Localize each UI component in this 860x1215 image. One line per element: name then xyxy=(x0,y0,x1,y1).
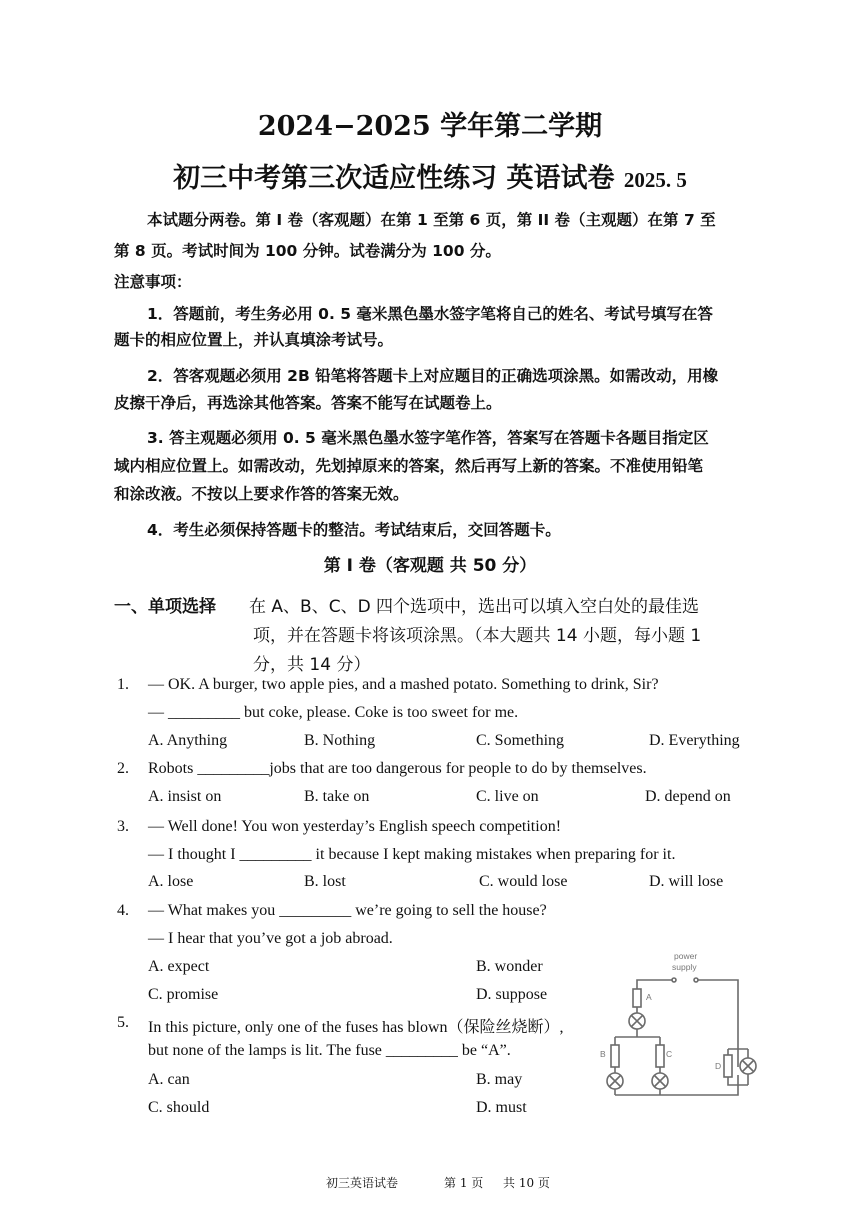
note-4-line-1: 4．考生必须保持答题卡的整洁。考试结束后，交回答题卡。 xyxy=(147,521,561,539)
notes-label: 注意事项： xyxy=(114,273,192,291)
option-d[interactable]: D. suppose xyxy=(476,986,548,1003)
option-a[interactable]: A. insist on xyxy=(148,788,222,805)
question-text: — _________ but coke, please. Coke is too sweet for me. xyxy=(148,704,519,721)
power-terminal xyxy=(694,978,698,982)
question-text: but none of the lamps is lit. The fuse _________ be “A”. xyxy=(148,1042,511,1059)
option-a[interactable]: A. Anything xyxy=(148,732,228,749)
year-title: 2024−2025 学年第二学期 xyxy=(257,111,603,142)
question-text: In this picture, only one of the fuses has blown（保险丝烧断）, xyxy=(148,1019,564,1036)
wire xyxy=(615,1075,738,1095)
option-d[interactable]: D. must xyxy=(476,1099,527,1116)
question-text: — Well done! You won yesterday’s English speech competition! xyxy=(148,818,562,835)
exam-title-text: 初三中考第三次适应性练习 英语试卷 xyxy=(173,163,615,194)
fuse-a xyxy=(633,989,641,1007)
option-d[interactable]: D. Everything xyxy=(649,732,740,749)
question-number: 3. xyxy=(117,818,129,835)
option-b[interactable]: B. lost xyxy=(304,873,346,890)
lamp-cross xyxy=(743,1061,754,1072)
option-a[interactable]: A. expect xyxy=(148,958,210,975)
section1-instruction-line-2: 项，并在答题卡将该项涂黑。（本大题共 14 小题，每小题 1 xyxy=(253,626,702,646)
option-d[interactable]: D. depend on xyxy=(645,788,731,805)
fuse-c xyxy=(656,1045,664,1067)
option-b[interactable]: B. take on xyxy=(304,788,370,805)
fuse-d xyxy=(724,1055,732,1077)
question-text: — I hear that you’ve got a job abroad. xyxy=(148,930,393,947)
option-b[interactable]: B. Nothing xyxy=(304,732,376,749)
footer-subject: 初三英语试卷 xyxy=(326,1176,399,1190)
question-text: — I thought I _________ it because I kept making mistakes when preparing for it. xyxy=(148,846,676,863)
power-label-1: power xyxy=(674,951,698,961)
note-3-line-3: 和涂改液。不按以上要求作答的答案无效。 xyxy=(114,485,409,503)
option-c[interactable]: C. should xyxy=(148,1099,210,1116)
note-3-line-1: 3. 答主观题必须用 0. 5 毫米黑色墨水签字笔作答，答案写在答题卡各题目指定区 xyxy=(147,429,709,447)
option-c[interactable]: C. promise xyxy=(148,986,219,1003)
exam-title xyxy=(0,156,860,195)
question-text: Robots _________jobs that are too dangerous for people to do by themselves. xyxy=(148,760,647,777)
section1-instruction-line-3: 分，共 14 分） xyxy=(253,655,371,675)
fuse-label-d: D xyxy=(715,1061,722,1071)
note-3-line-2: 域内相应位置上。如需改动，先划掉原来的答案，然后再写上新的答案。不准使用铅笔 xyxy=(114,457,704,475)
lamp-cross xyxy=(632,1016,643,1027)
question-number: 2. xyxy=(117,760,129,777)
intro-line-2: 第 8 页。考试时间为 100 分钟。试卷满分为 100 分。 xyxy=(114,242,501,260)
option-b[interactable]: B. may xyxy=(476,1071,523,1088)
note-1-line-1: 1．答题前，考生务必用 0. 5 毫米黑色墨水签字笔将自己的姓名、考试号填写在答 xyxy=(147,305,713,323)
option-d[interactable]: D. will lose xyxy=(649,873,724,890)
question-text: — What makes you _________ we’re going to sell the house? xyxy=(148,902,547,919)
part1-title: 第 I 卷（客观题 共 50 分） xyxy=(323,556,537,576)
question-number: 1. xyxy=(117,676,129,693)
question-text: — OK. A burger, two apple pies, and a mashed potato. Something to drink, Sir? xyxy=(148,676,659,693)
power-label-2: supply xyxy=(672,962,697,972)
note-1-line-2: 题卡的相应位置上，并认真填涂考试号。 xyxy=(114,331,394,349)
footer-page: 第 1 页 xyxy=(444,1176,484,1190)
intro-line-1: 本试题分两卷。第 I 卷（客观题）在第 1 至第 6 页，第 II 卷（主观题）在第 7 至 xyxy=(147,211,716,229)
section1-label: 一、单项选择 xyxy=(114,597,216,617)
option-a[interactable]: A. can xyxy=(148,1071,190,1088)
footer-total: 共 10 页 xyxy=(503,1176,550,1190)
option-a[interactable]: A. lose xyxy=(148,873,194,890)
fuse-label-b: B xyxy=(600,1049,606,1059)
fuse-b xyxy=(611,1045,619,1067)
option-c[interactable]: C. would lose xyxy=(479,873,568,890)
wire xyxy=(637,980,672,989)
option-b[interactable]: B. wonder xyxy=(476,958,543,975)
circuit-diagram xyxy=(570,945,790,1120)
question-number: 5. xyxy=(117,1014,129,1031)
option-c[interactable]: C. live on xyxy=(476,788,539,805)
option-c[interactable]: C. Something xyxy=(476,732,565,749)
power-terminal xyxy=(672,978,676,982)
question-number: 4. xyxy=(117,902,129,919)
lamp-cross xyxy=(655,1076,666,1087)
fuse-label-c: C xyxy=(666,1049,673,1059)
wire xyxy=(698,980,738,1067)
fuse-label-a: A xyxy=(646,992,652,1002)
lamp-cross xyxy=(610,1076,621,1087)
note-2-line-1: 2．答客观题必须用 2B 铅笔将答题卡上对应题目的正确选项涂黑。如需改动，用橡 xyxy=(147,367,719,385)
exam-date: 2025. 5 xyxy=(623,168,687,192)
note-2-line-2: 皮擦干净后，再选涂其他答案。答案不能写在试题卷上。 xyxy=(114,394,502,412)
section1-instruction-line-1: 在 A、B、C、D 四个选项中，选出可以填入空白处的最佳选 xyxy=(249,597,700,617)
